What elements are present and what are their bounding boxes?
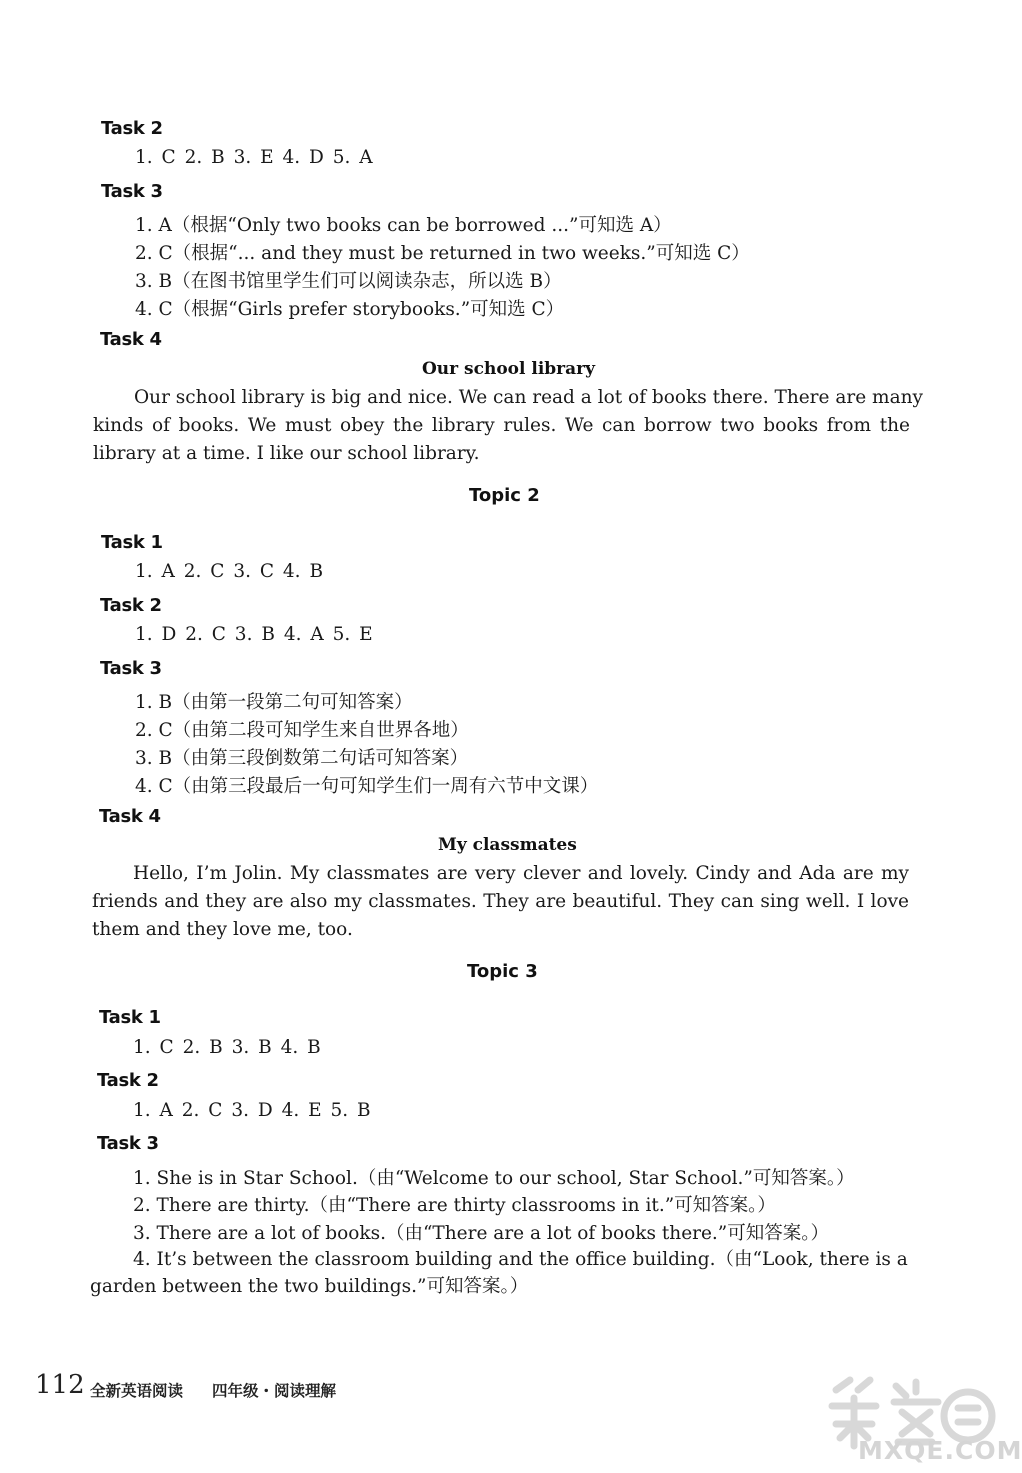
task-2-heading: Task 2 (101, 118, 163, 139)
grade-label: 四年级・阅读理解 (212, 1381, 337, 1400)
book-title: 全新英语阅读 (90, 1381, 184, 1400)
task-3-item-4: 4. C（由第三段最后一句可知学生们一周有六节中文课） (135, 776, 599, 797)
passage-line: Hello, I’m Jolin. My classmates are very clever and lovely. Cindy and Ada are my (133, 863, 909, 884)
passage-body (92, 860, 909, 944)
task-1-answers: 1. C 2. B 3. B 4. B (133, 1037, 321, 1058)
task-3-heading: Task 3 (100, 658, 162, 679)
topic-2-heading: Topic 2 (469, 485, 540, 506)
passage-line: kinds of books. We must obey the library rules. We can borrow two books from the (93, 415, 910, 436)
task-3-heading: Task 3 (101, 181, 163, 202)
task-3-item-1: 1. B（由第一段第二句可知答案） (135, 692, 413, 713)
passage-line: Our school library is big and nice. We can read a lot of books there. There are many (134, 387, 923, 408)
task-3-item-4 (90, 1246, 907, 1300)
task-3-item-3: 3. There are a lot of books.（由“There are a lot of books there.”可知答案。） (133, 1223, 830, 1244)
task-2-heading: Task 2 (97, 1070, 159, 1091)
watermark-text: MXQE.COM (858, 1436, 1022, 1465)
task-3-heading: Task 3 (97, 1133, 159, 1154)
passage-line: them and they love me, too. (92, 919, 353, 940)
passage-title: My classmates (438, 835, 577, 855)
task-3-item-4: 4. C（根据“Girls prefer storybooks.”可知选 C） (135, 299, 565, 320)
task-3-item-3: 3. B（由第三段倒数第二句话可知答案） (135, 748, 469, 769)
task-4-heading: Task 4 (100, 329, 162, 350)
task-1-heading: Task 1 (101, 532, 163, 553)
task-2-heading: Task 2 (100, 595, 162, 616)
passage-line: library at a time. I like our school library. (93, 443, 480, 464)
task-3-item-2: 2. There are thirty.（由“There are thirty classrooms in it.”可知答案。） (133, 1195, 776, 1216)
task-3-item-4-line: 4. It’s between the classroom building and the office building.（由“Look, there is a (133, 1249, 908, 1270)
task-4-heading: Task 4 (99, 806, 161, 827)
task-3-item-2: 2. C（根据“... and they must be returned in two weeks.”可知选 C） (135, 243, 750, 264)
passage-body (93, 384, 923, 468)
task-1-heading: Task 1 (99, 1007, 161, 1028)
task-3-item-2: 2. C（由第二段可知学生来自世界各地） (135, 720, 469, 741)
task-3-item-4-line: garden between the two buildings.”可知答案。） (90, 1276, 529, 1297)
task-3-item-1: 1. A（根据“Only two books can be borrowed ...”可知选 A） (135, 215, 672, 236)
passage-title: Our school library (422, 359, 595, 379)
task-1-answers: 1. A 2. C 3. C 4. B (135, 561, 324, 582)
task-2-answers: 1. A 2. C 3. D 4. E 5. B (133, 1100, 371, 1121)
topic-3-heading: Topic 3 (467, 961, 538, 982)
task-2-answers: 1. D 2. C 3. B 4. A 5. E (135, 624, 373, 645)
task-3-item-3: 3. B（在图书馆里学生们可以阅读杂志，所以选 B） (135, 271, 562, 292)
task-3-item-1: 1. She is in Star School.（由“Welcome to our school, Star School.”可知答案。） (133, 1168, 855, 1189)
passage-line: friends and they are also my classmates. They are beautiful. They can sing well. I love (92, 891, 909, 912)
page-number: 112 (35, 1370, 85, 1400)
task-2-answers: 1. C 2. B 3. E 4. D 5. A (135, 147, 373, 168)
